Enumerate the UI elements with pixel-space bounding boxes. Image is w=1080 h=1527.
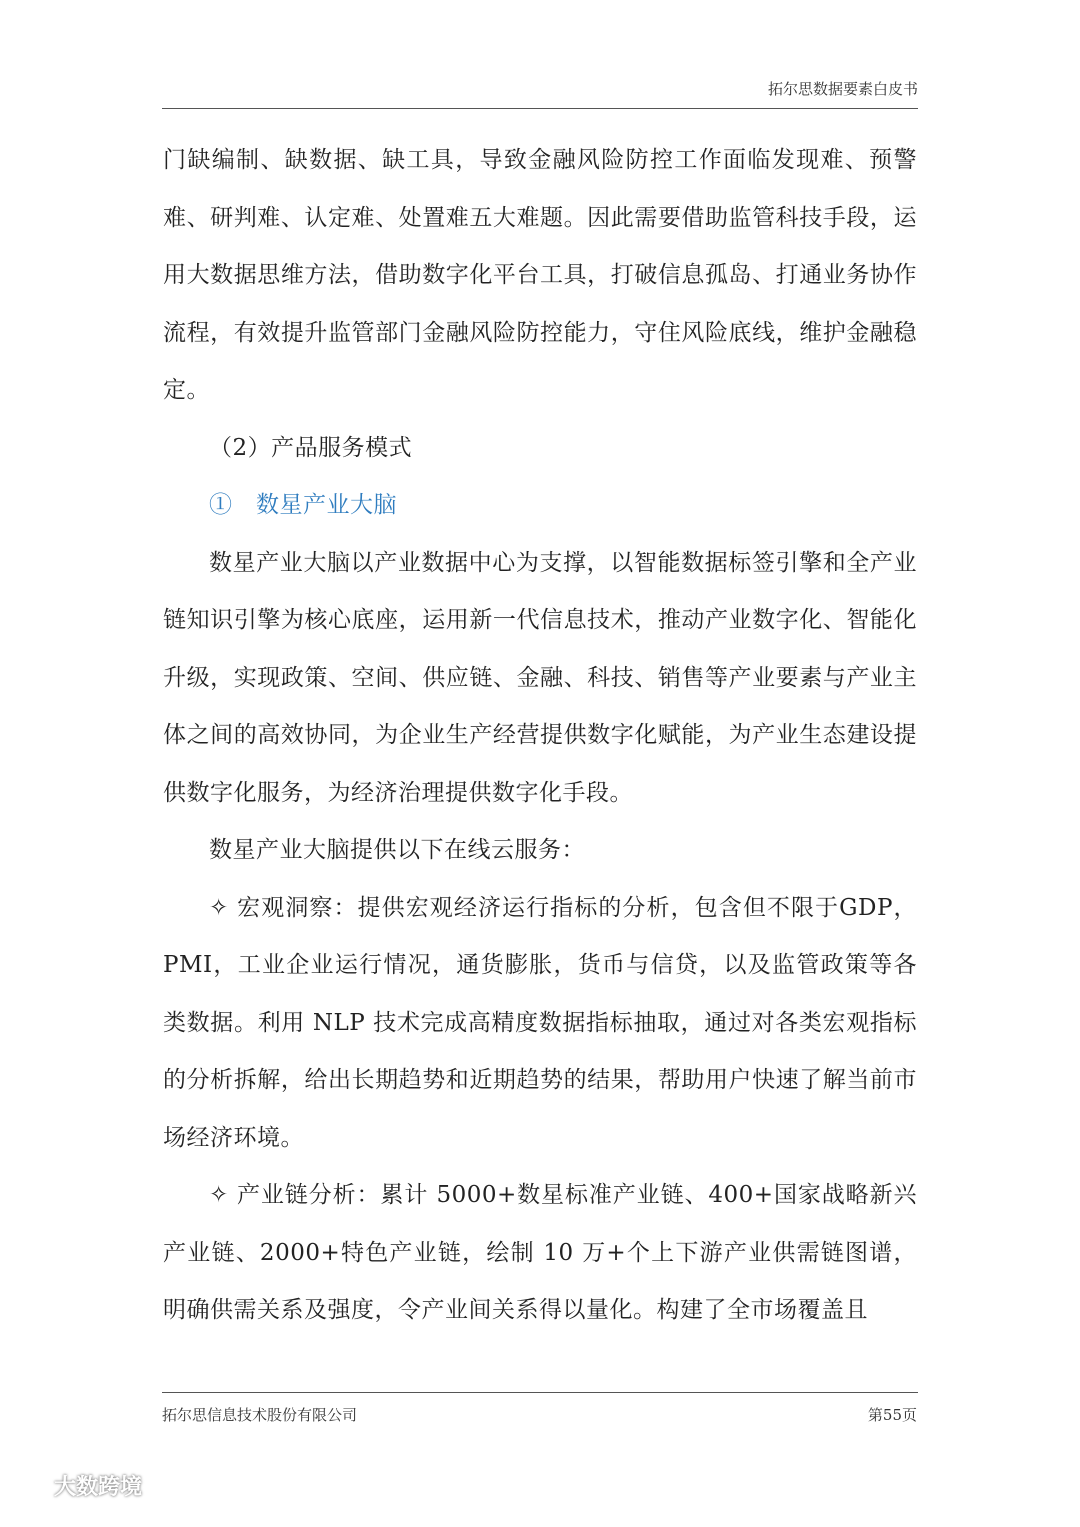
paragraph-services-lead: 数星产业大脑提供以下在线云服务： [209, 837, 585, 863]
footer-divider [162, 1392, 918, 1393]
document-body [163, 132, 917, 1340]
chat-bubble-icon [10, 1467, 48, 1503]
page-number: 第55页 [867, 1406, 917, 1424]
header-divider [162, 108, 918, 109]
header-title: 拓尔思数据要素白皮书 [767, 80, 918, 98]
watermark-text: 大数跨境 [54, 1474, 143, 1500]
section-heading: （2）产品服务模式 [209, 434, 413, 461]
watermark [10, 1467, 142, 1503]
paragraph-intro: 数星产业大脑以产业数据中心为支撑，以智能数据标签引擎和全产业链知识引擎为核心底座，运用新一代信息技术，推动产业数字化、智能化升级，实现政策、空间、供应链、金融、科技、销售等产业要素与产业主体之间的高效协同，为企业生产经营提供数字化赋能，为产业生态建设提供数字化服务，为经济治理提供数字化手段。 [163, 549, 917, 806]
subsection-heading: ① 数星产业大脑 [209, 492, 397, 518]
bullet-industry-chain: ✧ 产业链分析：累计 5000+数星标准产业链、400+国家战略新兴产业链、2000+特色产业链，绘制 10 万+个上下游产业供需链图谱，明确供需关系及强度，令产业间关系得以量化。构建了全市场覆盖且 [163, 1182, 917, 1323]
paragraph-continuation: 门缺编制、缺数据、缺工具，导致金融风险防控工作面临发现难、预警难、研判难、认定难、处置难五大难题。因此需要借助监管科技手段，运用大数据思维方法，借助数字化平台工具，打破信息孤岛、打通业务协作流程，有效提升监管部门金融风险防控能力，守住风险底线，维护金融稳定。 [163, 147, 917, 403]
bullet-macro-insight: ✧ 宏观洞察：提供宏观经济运行指标的分析，包含但不限于GDP，PMI，工业企业运行情况，通货膨胀，货币与信贷，以及监管政策等各类数据。利用 NLP 技术完成高精度数据指标抽取，通过对各类宏观指标的分析拆解，给出长期趋势和近期趋势的结果，帮助用户快速了解当前市场经济环境。 [163, 894, 917, 1151]
footer-company: 拓尔思信息技术股份有限公司 [162, 1406, 358, 1424]
